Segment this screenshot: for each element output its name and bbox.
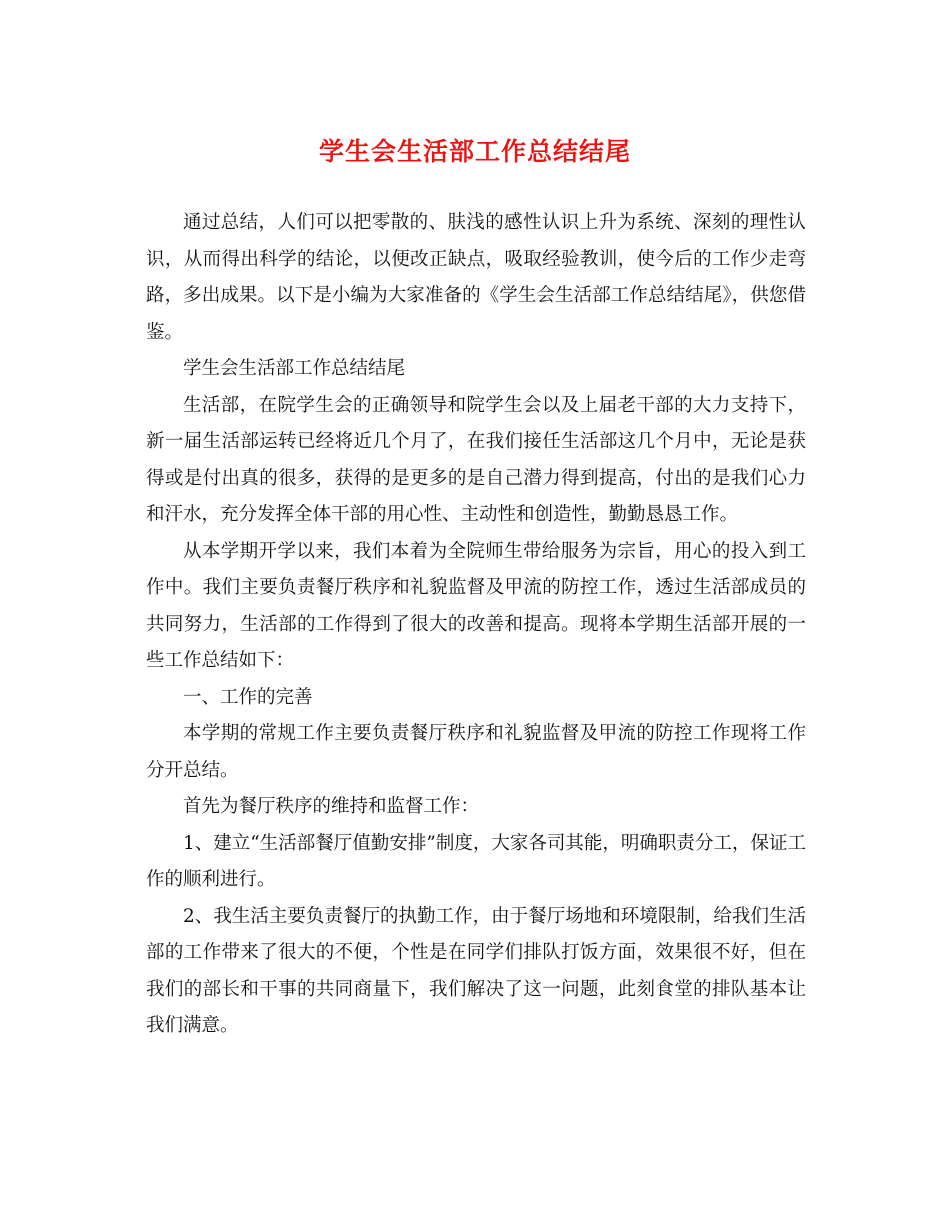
document-body [146, 205, 806, 1045]
paragraph-routine-work: 本学期的常规工作主要负责餐厅秩序和礼貌监督及甲流的防控工作现将工作分开总结。 [146, 723, 806, 781]
list-item-2: 2、我生活主要负责餐厅的执勤工作，由于餐厅场地和环境限制，给我们生活部的工作带来了很大的不便，个性是在同学们排队打饭方面，效果很不好，但在我们的部长和干事的共同商量下，我们解决了这一问题，此刻食堂的排队基本让我们满意。 [146, 905, 806, 1036]
document-title: 学生会生活部工作总结结尾 [318, 137, 631, 166]
paragraph-intro: 通过总结，人们可以把零散的、肤浅的感性认识上升为系统、深刻的理性认识，从而得出科学的结论，以便改正缺点，吸取经验教训，使今后的工作少走弯路，多出成果。以下是小编为大家准备的《学生会生活部工作总结结尾》，供您借鉴。 [146, 212, 806, 343]
paragraph-subtitle: 学生会生活部工作总结结尾 [183, 358, 406, 379]
paragraph-dining-order: 首先为餐厅秩序的维持和监督工作： [183, 796, 480, 817]
section-heading-1: 一、工作的完善 [183, 686, 313, 708]
paragraph-overview: 生活部，在院学生会的正确领导和院学生会以及上届老干部的大力支持下，新一届生活部运转已经将近几个月了，在我们接任生活部这几个月中，无论是获得或是付出真的很多，获得的是更多的是自己潜力得到提高，付出的是我们心力和汗水，充分发挥全体干部的用心性、主动性和创造性，勤勤恳恳工作。 [146, 394, 806, 525]
paragraph-semester: 从本学期开学以来，我们本着为全院师生带给服务为宗旨，用心的投入到工作中。我们主要负责餐厅秩序和礼貌监督及甲流的防控工作，透过生活部成员的共同努力，生活部的工作得到了很大的改善和提高。现将本学期生活部开展的一些工作总结如下： [146, 540, 806, 671]
list-item-1: 1、建立“生活部餐厅值勤安排”制度，大家各司其能，明确职责分工，保证工作的顺利进行。 [146, 832, 806, 890]
